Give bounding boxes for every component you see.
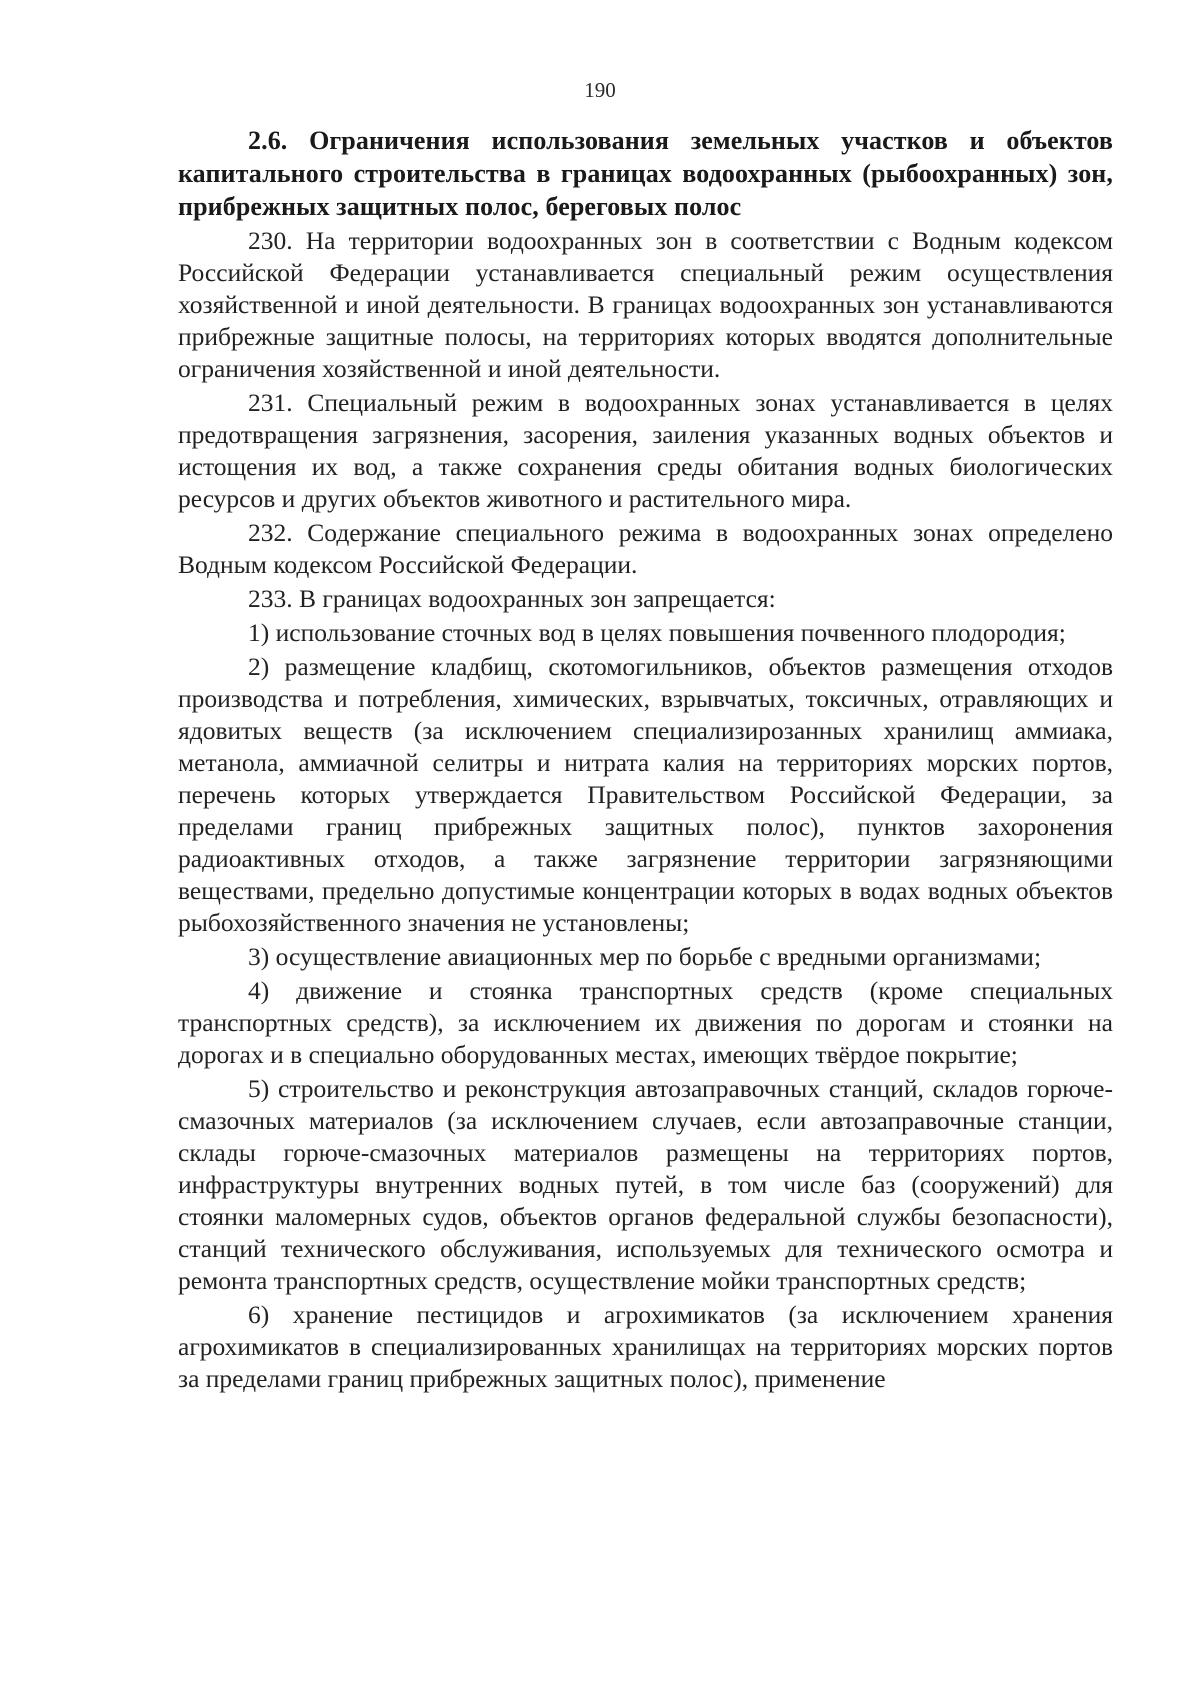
list-item-6: 6) хранение пестицидов и агрохимикатов (за исключением хранения агрохимикатов в специализированных хранилищах на территориях морских портов за пределами границ прибрежных защитных полос), применение <box>178 1300 1113 1393</box>
page-number: 190 <box>584 78 616 102</box>
paragraph-232: 232. Содержание специального режима в водоохранных зонах определено Водным кодексом Российской Федерации. <box>178 518 1113 579</box>
list-item-5: 5) строительство и реконструкция автозаправочных станций, складов горюче-смазочных материалов (за исключением случаев, если автозаправочные станции, склады горюче-смазочных материалов размещены на территориях портов, инфраструктуры внутренних водных путей, в том числе баз (сооружений) для стоянки маломерных судов, объектов органов федеральной службы безопасности), станций технического обслуживания, используемых для технического осмотра и ремонта транспортных средств, осуществление мойки транспортных средств; <box>178 1074 1113 1295</box>
list-item-1: 1) использование сточных вод в целях повышения почвенного плодородия; <box>248 618 1066 647</box>
document-body <box>178 124 1113 1397</box>
paragraph-230: 230. На территории водоохранных зон в соответствии с Водным кодексом Российской Федерации устанавливается специальный режим осуществления хозяйственной и иной деятельности. В границах водоохранных зон устанавливаются прибрежные защитные полосы, на территориях которых вводятся дополнительные ограничения хозяйственной и иной деятельности. <box>178 226 1113 383</box>
list-item-3: 3) осуществление авиационных мер по борьбе с вредными организмами; <box>248 942 1042 971</box>
paragraph-233: 233. В границах водоохранных зон запрещается: <box>248 584 776 613</box>
list-item-4: 4) движение и стоянка транспортных средств (кроме специальных транспортных средств), за исключением их движения по дорогам и стоянки на дорогах и в специально оборудованных местах, имеющих твёрдое покрытие; <box>178 976 1113 1069</box>
section-heading: 2.6. Ограничения использования земельных участков и объектов капитального строительства в границах водоохранных (рыбоохранных) зон, прибрежных защитных полос, береговых полос <box>178 126 1113 221</box>
list-item-2: 2) размещение кладбищ, скотомогильников, объектов размещения отходов производства и потребления, химических, взрывчатых, токсичных, отравляющих и ядовитых веществ (за исключением специализирозанных хранилищ аммиака, метанола, аммиачной селитры и нитрата калия на территориях морских портов, перечень которых утверждается Правительством Российской Федерации, за пределами границ прибрежных защитных полос), пунктов захоронения радиоактивных отходов, а также загрязнение территории загрязняющими веществами, предельно допустимые концентрации которых в водах водных объектов рыбохозяйственного значения не установлены; <box>178 652 1113 937</box>
paragraph-231: 231. Специальный режим в водоохранных зонах устанавливается в целях предотвращения загрязнения, засорения, заиления указанных водных объектов и истощения их вод, а также сохранения среды обитания водных биологических ресурсов и других объектов животного и растительного мира. <box>178 388 1113 513</box>
